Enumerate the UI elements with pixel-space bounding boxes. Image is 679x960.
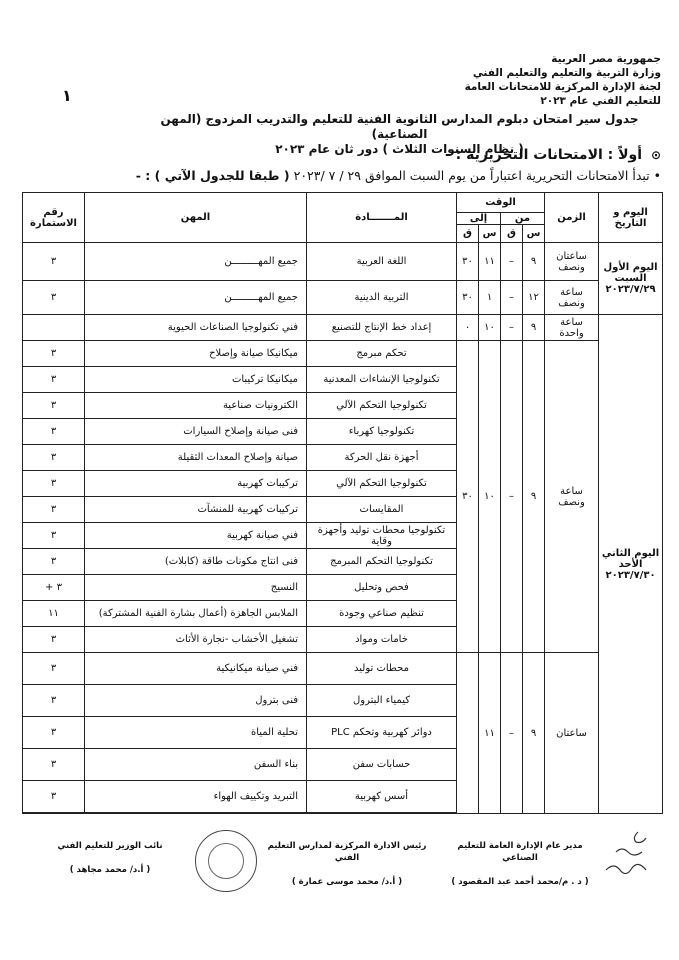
- to-s-cell: ١٠: [479, 315, 501, 341]
- header-to-s: س: [479, 225, 501, 243]
- table-row: [23, 243, 663, 281]
- subject-cell: إعداد خط الإنتاج للتصنيع: [307, 315, 457, 341]
- header-professions: المهن: [85, 193, 307, 243]
- intro-emphasis: ( طبقا للجدول الآتي ) : -: [135, 168, 290, 183]
- profession-cell: تشغيل الأخشاب -نجارة الأثاث: [85, 627, 307, 653]
- subject-cell: التربية الدينية: [307, 281, 457, 315]
- header-duration: الزمن: [545, 193, 599, 243]
- form-cell: ٣: [23, 367, 85, 393]
- subject-cell: أجهزة نقل الحركة: [307, 445, 457, 471]
- form-cell: ٣: [23, 243, 85, 281]
- signature-name: ( أ.د/ محمد موسى عمارة ): [291, 877, 403, 887]
- form-cell: ٣: [23, 627, 85, 653]
- signature-scribble: [440, 864, 600, 876]
- signature-scribble: [262, 864, 432, 876]
- form-cell: ٣: [23, 653, 85, 685]
- subject-cell: تحكم مبرمج: [307, 341, 457, 367]
- day-weekday: الأحد: [618, 558, 643, 570]
- header-line: للتعليم الفني عام ٢٠٢٣: [540, 95, 661, 107]
- form-cell: ٣: [23, 549, 85, 575]
- bullet-icon: •: [653, 168, 661, 183]
- signature-block: [30, 840, 190, 876]
- day-name: اليوم الثاني: [601, 547, 660, 559]
- profession-cell: الملابس الجاهزة (أعمال بشارة الفنية المشتركة): [85, 601, 307, 627]
- subject-cell: تكنولوجيا محطات توليد وأجهزة وقاية: [307, 523, 457, 549]
- header-line: لجنة الإدارة المركزية للامتحانات العامة: [464, 81, 661, 93]
- signature-name: ( د . م/محمد أحمد عبد المقصود ): [451, 877, 589, 887]
- duration-cell: ساعة ونصف: [545, 341, 599, 653]
- form-cell: ٣: [23, 445, 85, 471]
- from-q-cell: –: [501, 653, 523, 814]
- subject-cell: تكنولوجيا التحكم الآلي: [307, 471, 457, 497]
- profession-cell: ميكانيكا صيانة وإصلاح: [85, 341, 307, 367]
- section-label: أولاً : الامتحانات التحريرية : -: [444, 147, 643, 163]
- form-cell: ٣: [23, 281, 85, 315]
- duration-cell: ساعة ونصف: [545, 281, 599, 315]
- signature-scribble: [30, 852, 190, 864]
- signature-block: [440, 840, 600, 888]
- subject-cell: خامات ومواد: [307, 627, 457, 653]
- day-cell: [599, 315, 663, 814]
- to-s-cell: ١: [479, 281, 501, 315]
- profession-cell: تركيبات كهربية: [85, 471, 307, 497]
- from-q-cell: –: [501, 315, 523, 341]
- header-line: وزارة التربية والتعليم والتعليم الفني: [472, 67, 661, 79]
- intro-line: [136, 168, 661, 183]
- official-seal: [195, 830, 257, 892]
- signature-title: مدير عام الإدارة العامة للتعليم الصناعي: [457, 841, 583, 863]
- profession-cell: فنى انتاج مكونات طاقة (كابلات): [85, 549, 307, 575]
- form-cell: ٣: [23, 749, 85, 781]
- exam-schedule-table: [22, 192, 663, 814]
- page-number: ١: [62, 86, 72, 105]
- form-cell: ٣: [23, 523, 85, 549]
- day-name: اليوم الأول: [603, 262, 658, 273]
- intro-text: تبدأ الامتحانات التحريرية اعتباراً من يوم السبت الموافق ٢٩ / ٧ /٢٠٢٣: [289, 168, 650, 183]
- form-cell: ٣: [23, 497, 85, 523]
- duration-cell: ساعتان: [545, 653, 599, 814]
- subject-cell: تكنولوجيا كهرباء: [307, 419, 457, 445]
- form-cell: ٣: [23, 393, 85, 419]
- header-time: الوقت: [457, 193, 545, 213]
- profession-cell: جميع المهـــــــــن: [85, 281, 307, 315]
- signature-block: [262, 840, 432, 888]
- subject-cell: المقايسات: [307, 497, 457, 523]
- day-date: ٢٠٢٣/٧/٣٠: [605, 569, 656, 581]
- to-q-cell: ٠: [457, 315, 479, 341]
- subject-cell: تكنولوجيا التحكم الآلي: [307, 393, 457, 419]
- from-s-cell: ٩: [523, 341, 545, 653]
- form-cell: ٣ +: [23, 575, 85, 601]
- spacer-cell: [23, 813, 85, 814]
- form-cell: ٣: [23, 717, 85, 749]
- header-day: اليوم و التاريخ: [599, 193, 663, 243]
- form-cell: ١١: [23, 601, 85, 627]
- header-form-number: رقم الاستمارة: [23, 193, 85, 243]
- subject-cell: تكنولوجيا التحكم المبرمج: [307, 549, 457, 575]
- day-cell: [599, 243, 663, 315]
- subject-cell: كيمياء البترول: [307, 685, 457, 717]
- from-q-cell: –: [501, 281, 523, 315]
- subject-cell: اللغة العربية: [307, 243, 457, 281]
- profession-cell: فني تكنولوجيا الصناعات الحيوية: [85, 315, 307, 341]
- profession-cell: الكترونيات صناعية: [85, 393, 307, 419]
- spacer-cell: [307, 813, 457, 814]
- title-line-1: جدول سير امتحان دبلوم المدارس الثانوية الفنية للتعليم والتدريب المزدوج (المهن الصناعية): [160, 112, 639, 141]
- ministry-header: [461, 52, 661, 108]
- profession-cell: بناء السفن: [85, 749, 307, 781]
- header-to-q: ق: [457, 225, 479, 243]
- form-cell: ٣: [23, 419, 85, 445]
- from-q-cell: –: [501, 341, 523, 653]
- from-s-cell: ٩: [523, 243, 545, 281]
- to-q-cell: ٣٠: [457, 243, 479, 281]
- form-cell: ٣: [23, 341, 85, 367]
- signature-title: رئيس الادارة المركزية لمدارس التعليم الفني: [267, 841, 427, 863]
- profession-cell: ميكانيكا تركيبات: [85, 367, 307, 393]
- from-s-cell: ١٢: [523, 281, 545, 315]
- profession-cell: فنى صيانة وإصلاح السيارات: [85, 419, 307, 445]
- subject-cell: أسس كهربية: [307, 781, 457, 813]
- day-date: ٢٠٢٣/٧/٢٩: [605, 284, 656, 295]
- target-bullet-icon: ⊙: [650, 148, 661, 162]
- header-subject: المـــــــادة: [307, 193, 457, 243]
- spacer-cell: [85, 813, 307, 814]
- subject-cell: دوائر كهربية وتحكم PLC: [307, 717, 457, 749]
- header-from-s: س: [523, 225, 545, 243]
- duration-cell: ساعة واحدة: [545, 315, 599, 341]
- signature-title: نائب الوزير للتعليم الفني: [57, 841, 163, 851]
- to-q-cell: [457, 653, 479, 814]
- header-to: إلى: [457, 213, 501, 225]
- handwritten-note-icon: [598, 826, 658, 886]
- profession-cell: التبريد وتكييف الهواء: [85, 781, 307, 813]
- table-row: [23, 315, 663, 341]
- to-q-cell: ٣٠: [457, 341, 479, 653]
- form-cell: ٣: [23, 781, 85, 813]
- table-row: [23, 653, 663, 685]
- profession-cell: فنى بترول: [85, 685, 307, 717]
- section-heading: [445, 147, 661, 163]
- signature-name: ( أ.د/ محمد مجاهد ): [69, 865, 151, 875]
- subject-cell: حسابات سفن: [307, 749, 457, 781]
- header-from: من: [501, 213, 545, 225]
- to-s-cell: ١٠: [479, 341, 501, 653]
- form-cell: ٣: [23, 471, 85, 497]
- from-q-cell: –: [501, 243, 523, 281]
- header-line: جمهورية مصر العربية: [551, 53, 661, 65]
- subject-cell: تكنولوجيا الإنشاءات المعدنية: [307, 367, 457, 393]
- to-q-cell: ٣٠: [457, 281, 479, 315]
- profession-cell: جميع المهـــــــــن: [85, 243, 307, 281]
- duration-cell: ساعتان ونصف: [545, 243, 599, 281]
- to-s-cell: ١١: [479, 653, 501, 814]
- profession-cell: فني صيانة ميكانيكية: [85, 653, 307, 685]
- form-cell: [23, 315, 85, 341]
- form-cell: ٣: [23, 685, 85, 717]
- subject-cell: محطات توليد: [307, 653, 457, 685]
- table-row: [23, 341, 663, 367]
- title-line-2: ( نظام السنوات الثلاث ) دور ثان عام ٢٠٢٣: [275, 142, 524, 156]
- header-from-q: ق: [501, 225, 523, 243]
- from-s-cell: ٩: [523, 315, 545, 341]
- from-s-cell: ٩: [523, 653, 545, 814]
- subject-cell: تنظيم صناعي وجودة: [307, 601, 457, 627]
- profession-cell: تركيبات كهربية للمنشآت: [85, 497, 307, 523]
- day-weekday: السبت: [614, 273, 647, 284]
- profession-cell: النسيج: [85, 575, 307, 601]
- profession-cell: فني صيانة كهربية: [85, 523, 307, 549]
- subject-cell: فحص وتحليل: [307, 575, 457, 601]
- to-s-cell: ١١: [479, 243, 501, 281]
- profession-cell: تحلية المياة: [85, 717, 307, 749]
- profession-cell: صيانة وإصلاح المعدات الثقيلة: [85, 445, 307, 471]
- table-row: [23, 281, 663, 315]
